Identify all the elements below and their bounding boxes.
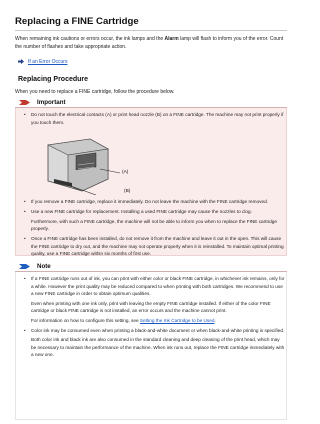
important-box: [15, 108, 287, 256]
important-item-3: Use a new FINE cartridge for replacement. Installing a used FINE cartridge may cause the nozzles to clog.: [31, 209, 252, 214]
setting-ink-cartridge-link[interactable]: Setting the Ink Cartridge to be Used: [139, 317, 215, 323]
note-item-1-link-line: [31, 317, 286, 325]
note-box: [15, 272, 287, 420]
list-item: • Color ink may be consumed even when printing a black-and-white document or when black-and-white printing is specified. Both color ink and black ink are also consumed in the standard cleaning and deep cleaning of the print head, which may be necessary to maintain the performance of the machine. When ink runs out, replace the FINE cartridge immediately with a new one.: [24, 327, 285, 357]
important-item-4: Once a FINE cartridge has been installed, do not remove it from the machine and leave it out in the open. This will cause the FINE cartridge to dry out, and the machine may not operate properly when it is reinstalled. To maintain optimal printing quality, use a FINE cartridge within six months of first use.: [31, 236, 284, 256]
important-item-2: If you remove a FINE cartridge, replace it immediately. Do not leave the machine with the FINE cartridge removed.: [31, 199, 268, 204]
section-title: Replacing Procedure: [18, 76, 89, 83]
error-link-row: [18, 58, 278, 66]
list-item: • Once a FINE cartridge has been installed, do not remove it from the machine and leave it out in the open. This will cause the FINE cartridge to dry out, and the machine may not operate properly when it is reinstalled. To maintain optimal printing quality, use a FINE cartridge within six months of first use.: [24, 235, 286, 258]
arrow-right-icon: [18, 59, 24, 64]
important-list-bottom: [24, 198, 286, 258]
note-link-prefix: For information on how to configure this setting, see: [31, 317, 140, 323]
note-list: [24, 275, 286, 359]
note-item-1-detail: Even when printing with one ink only, print with leaving the empty FINE cartridge installed. If either of the color FINE cartridge or black FINE cartridge is not installed, an error occurs and the machine cannot print.: [31, 300, 271, 313]
list-item: • Do not touch the electrical contacts (A) or print head nozzle (B) on a FINE cartridge. The machine may not print properly if you touch them.: [24, 111, 286, 126]
important-heading: Important: [37, 99, 66, 106]
figure-label-a: (A): [122, 170, 129, 175]
list-item: • If a FINE cartridge runs out of ink, you can print with either color or black FINE cartridge, in whichever ink remains, only for a while. However the print quality may be reduced compared to when printing with both cartridges. We recommend to use a new FINE cartridge in order to obtain optimum qualities. Even when printing with one ink only, print with leaving the empty FINE cartridge installed. If either of the color FINE cartridge or black FINE cartridge is not installed, an error occurs and the machine cannot print. For information on how to configure this setting, see Setting the Ink Cartridge to be Used.: [24, 276, 285, 323]
fine-cartridge-illustration: [38, 135, 120, 195]
note-header: [15, 262, 287, 272]
note-item-2-detail: Both color ink and black ink are also consumed in the standard cleaning and deep cleaning of the print head, which may be necessary to maintain the performance of the machine. When ink runs out, replace the FINE cartridge immediately with a new one.: [31, 337, 285, 357]
important-item-1: Do not touch the electrical contacts (A) or print head nozzle (B) on a FINE cartridge. The machine may not print properly if you touch them.: [31, 112, 284, 125]
intro-text-2: lamp will flash to inform you of the error. Count the number of flashes and take appropriate action.: [15, 36, 284, 50]
title-divider: [15, 30, 287, 31]
if-an-error-occurs-link[interactable]: If an Error Occurs: [28, 59, 68, 65]
note-icon: [19, 263, 31, 270]
important-item-3-detail: Furthermore, with such a FINE cartridge, the machine will not be able to inform you when to replace the FINE cartridge properly.: [31, 218, 277, 231]
alarm-lamp-term: Alarm: [164, 36, 179, 42]
section-intro: When you need to replace a FINE cartridge, follow the procedure below.: [15, 89, 175, 95]
fine-cartridge-figure: [38, 135, 134, 197]
intro-paragraph: [15, 35, 287, 51]
figure-label-b: (B): [124, 189, 131, 194]
page-title: Replacing a FINE Cartridge: [15, 16, 139, 27]
note-link-suffix: .: [214, 317, 216, 323]
important-header: [15, 98, 287, 108]
important-list-top: [24, 111, 286, 126]
important-icon: [19, 99, 31, 106]
list-item: • Use a new FINE cartridge for replacement. Installing a used FINE cartridge may cause the nozzles to clog. Furthermore, with such a FINE cartridge, the machine will not be able to inform you when to replace the FINE cartridge properly.: [24, 208, 286, 233]
note-heading: Note: [37, 263, 51, 270]
intro-text-1: When remaining ink cautions or errors occur, the ink lamps and the: [15, 36, 165, 42]
note-item-2: Color ink may be consumed even when printing a black-and-white document or when black-and-white printing is specified.: [31, 327, 285, 333]
note-item-1: If a FINE cartridge runs out of ink, you can print with either color or black FINE cartridge, in whichever ink remains, only for a while. However the print quality may be reduced compared to when printing with both cartridges. We recommend to use a new FINE cartridge in order to obtain optimum qualities.: [31, 276, 285, 296]
list-item: • If you remove a FINE cartridge, replace it immediately. Do not leave the machine with the FINE cartridge removed.: [24, 198, 286, 206]
